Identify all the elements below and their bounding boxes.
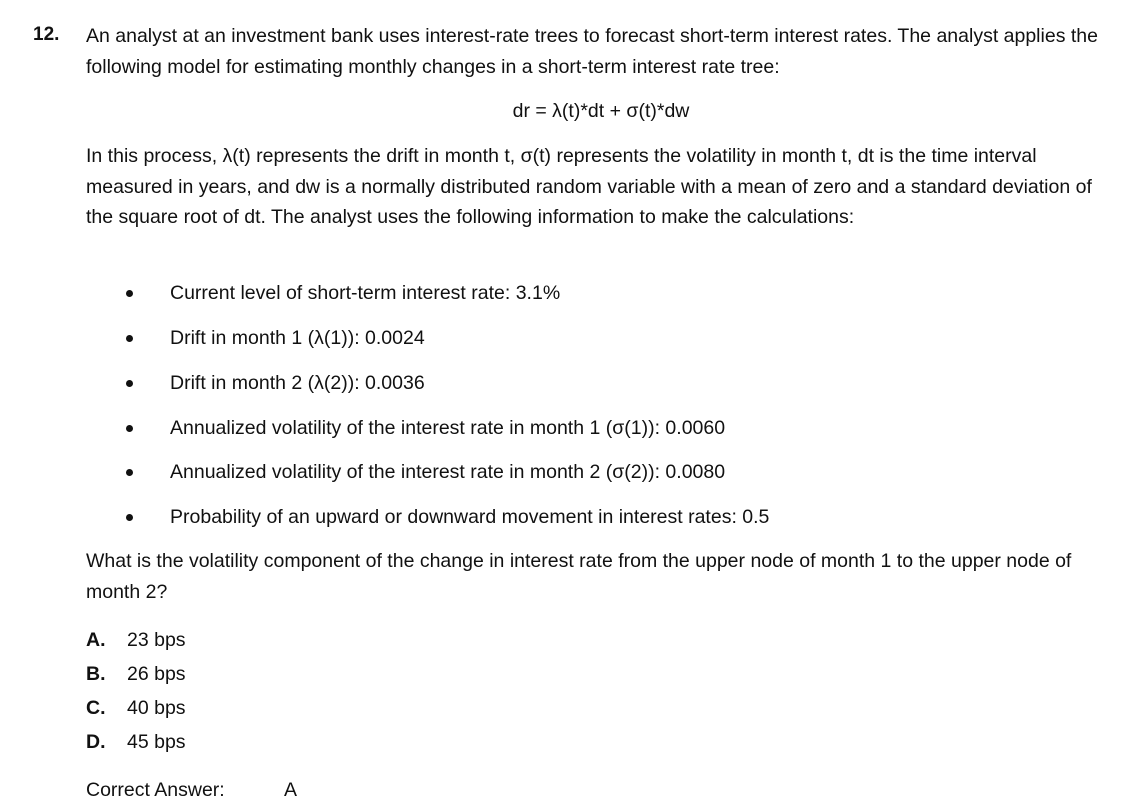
option-text: 45 bps — [127, 731, 186, 753]
bullet-icon — [126, 514, 133, 521]
question-prompt: What is the volatility component of the change in interest rate from the upper node of month 1 to the upper node of month 2? — [86, 550, 1072, 603]
question-stem: An analyst at an investment bank uses interest-rate trees to forecast short-term interest rates. The analyst applies the following model for estimating monthly changes in a short-term interest rate tree: — [86, 25, 1098, 78]
bullet-icon — [126, 290, 133, 297]
list-item-text: Annualized volatility of the interest rate in month 2 (σ(2)): 0.0080 — [170, 461, 726, 483]
list-item — [126, 457, 1086, 487]
list-item-text: Probability of an upward or downward movement in interest rates: 0.5 — [170, 506, 770, 528]
list-item — [126, 413, 1086, 443]
option-letter: D. — [86, 731, 106, 753]
option-letter: A. — [86, 629, 106, 651]
list-item — [126, 502, 1086, 532]
correct-answer-label: Correct Answer: — [86, 779, 225, 801]
correct-answer-value: A — [284, 779, 298, 801]
list-item-text: Drift in month 1 (λ(1)): 0.0024 — [170, 327, 425, 349]
list-item-text: Annualized volatility of the interest rate in month 1 (σ(1)): 0.0060 — [170, 417, 726, 439]
bullet-icon — [126, 380, 133, 387]
bullet-icon — [126, 425, 133, 432]
list-item — [126, 278, 1086, 308]
option-text: 26 bps — [127, 663, 186, 685]
list-item-text: Current level of short-term interest rate: 3.1% — [170, 282, 561, 304]
list-item — [126, 323, 1086, 353]
option-text: 40 bps — [127, 697, 186, 719]
bullet-icon — [126, 335, 133, 342]
interest-rate-formula: dr = λ(t)*dt + σ(t)*dw — [512, 100, 690, 122]
option-text: 23 bps — [127, 629, 186, 651]
option-letter: B. — [86, 663, 106, 685]
list-item-text: Drift in month 2 (λ(2)): 0.0036 — [170, 372, 425, 394]
list-item — [126, 368, 1086, 398]
option-letter: C. — [86, 697, 106, 719]
bullet-icon — [126, 469, 133, 476]
question-number: 12. — [33, 24, 60, 45]
model-explanation: In this process, λ(t) represents the drift in month t, σ(t) represents the volatility in month t, dt is the time interval measured in years, and dw is a normally distributed random variable with a mean of zero and a standard deviation of the square root of dt. The analyst uses the following information to make the calculations: — [86, 145, 1092, 228]
